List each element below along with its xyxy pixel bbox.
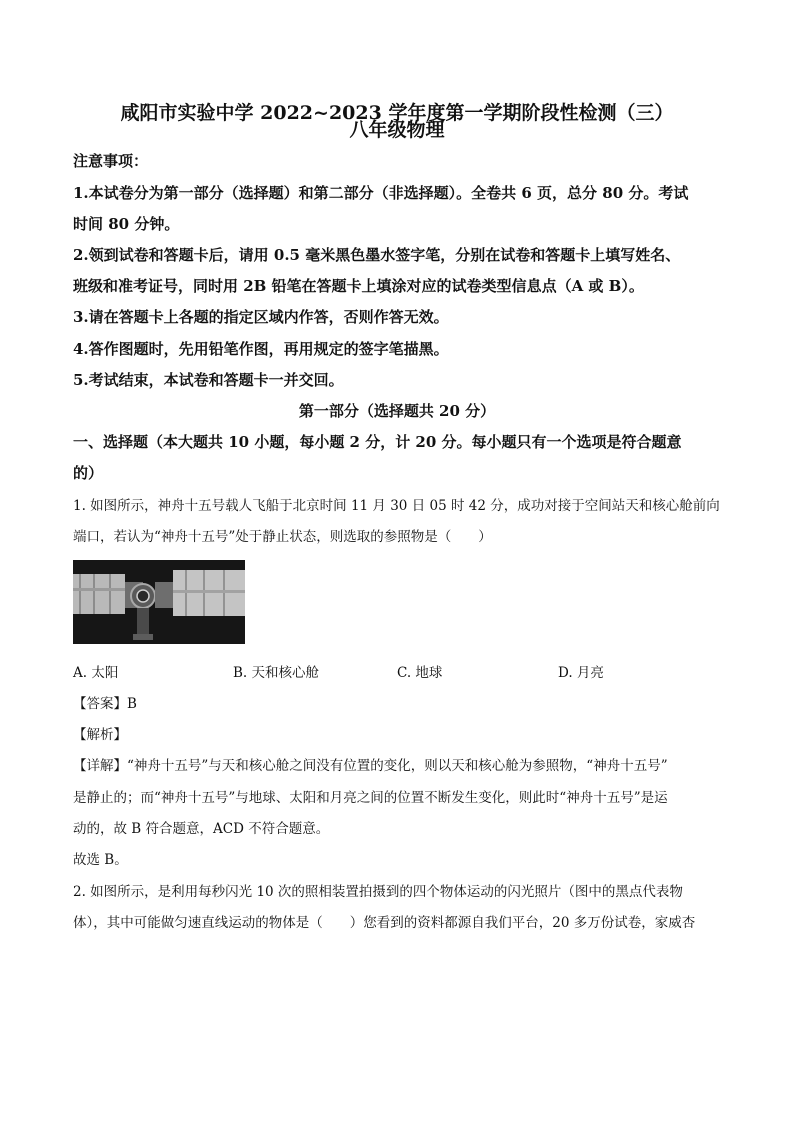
q1-analysis-label: 【解析】 [73,727,127,743]
q2-stem-a: 2. 如图所示，是利用每秒闪光 10 次的照相装置拍摄到的四个物体运动的闪光照片（图中的黑点代表物 [73,884,683,900]
exam-title: 咸阳市实验中学 2022~2023 学年度第一学期阶段性检测（三） [120,102,674,124]
section-heading-a: 一、选择题（本大题共 10 小题，每小题 2 分，计 20 分。每小题只有一个选项是符合题意 [73,433,682,451]
notice-item-3: 3.请在答题卡上各题的指定区域内作答，否则作答无效。 [73,308,449,326]
notice-item-2a: 2.领到试卷和答题卡后，请用 0.5 毫米黑色墨水签字笔，分别在试卷和答题卡上填写姓名、 [73,246,681,264]
q2-stem-b: 体），其中可能做匀速直线运动的物体是（ ）您看到的资料都源自我们平台，20 多万份试卷，家威杏 [73,915,696,931]
q1-detail-c: 动的，故 B 符合题意，ACD 不符合题意。 [73,821,330,837]
q1-option-b: B. 天和核心舱 [233,665,320,681]
part1-heading: 第一部分（选择题共 20 分） [298,402,496,420]
q1-detail-a: 【详解】“神舟十五号”与天和核心舱之间没有位置的变化，则以天和核心舱为参照物，“神舟十五号” [73,758,668,774]
notice-heading: 注意事项： [73,152,149,170]
q1-stem-b: 端口，若认为“神舟十五号”处于静止状态，则选取的参照物是（ ） [73,529,492,545]
spacecraft-docking-photo [73,560,245,644]
q1-option-d: D. 月亮 [558,665,604,681]
section-heading-b: 的） [73,464,104,482]
notice-item-1b: 时间 80 分钟。 [73,215,180,233]
notice-item-4: 4.答作图题时，先用铅笔作图，再用规定的签字笔描黑。 [73,340,449,358]
notice-item-2b: 班级和准考证号，同时用 2B 铅笔在答题卡上填涂对应的试卷类型信息点（A 或 B）。 [73,277,644,295]
q1-answer: 【答案】B [73,696,137,712]
notice-item-5: 5.考试结束，本试卷和答题卡一并交回。 [73,371,344,389]
q1-option-a: A. 太阳 [73,665,119,681]
q1-detail-b: 是静止的；而“神舟十五号”与地球、太阳和月亮之间的位置不断发生变化，则此时“神舟十五号”是运 [73,790,668,806]
q1-stem-a: 1. 如图所示，神舟十五号载人飞船于北京时间 11 月 30 日 05 时 42 分，成功对接于空间站天和核心舱前向 [73,498,720,514]
notice-item-1a: 1.本试卷分为第一部分（选择题）和第二部分（非选择题）。全卷共 6 页，总分 80 分。考试 [73,184,689,202]
exam-subtitle: 八年级物理 [349,119,445,141]
q1-conclusion: 故选 B。 [73,852,128,868]
q1-option-c: C. 地球 [397,665,443,681]
